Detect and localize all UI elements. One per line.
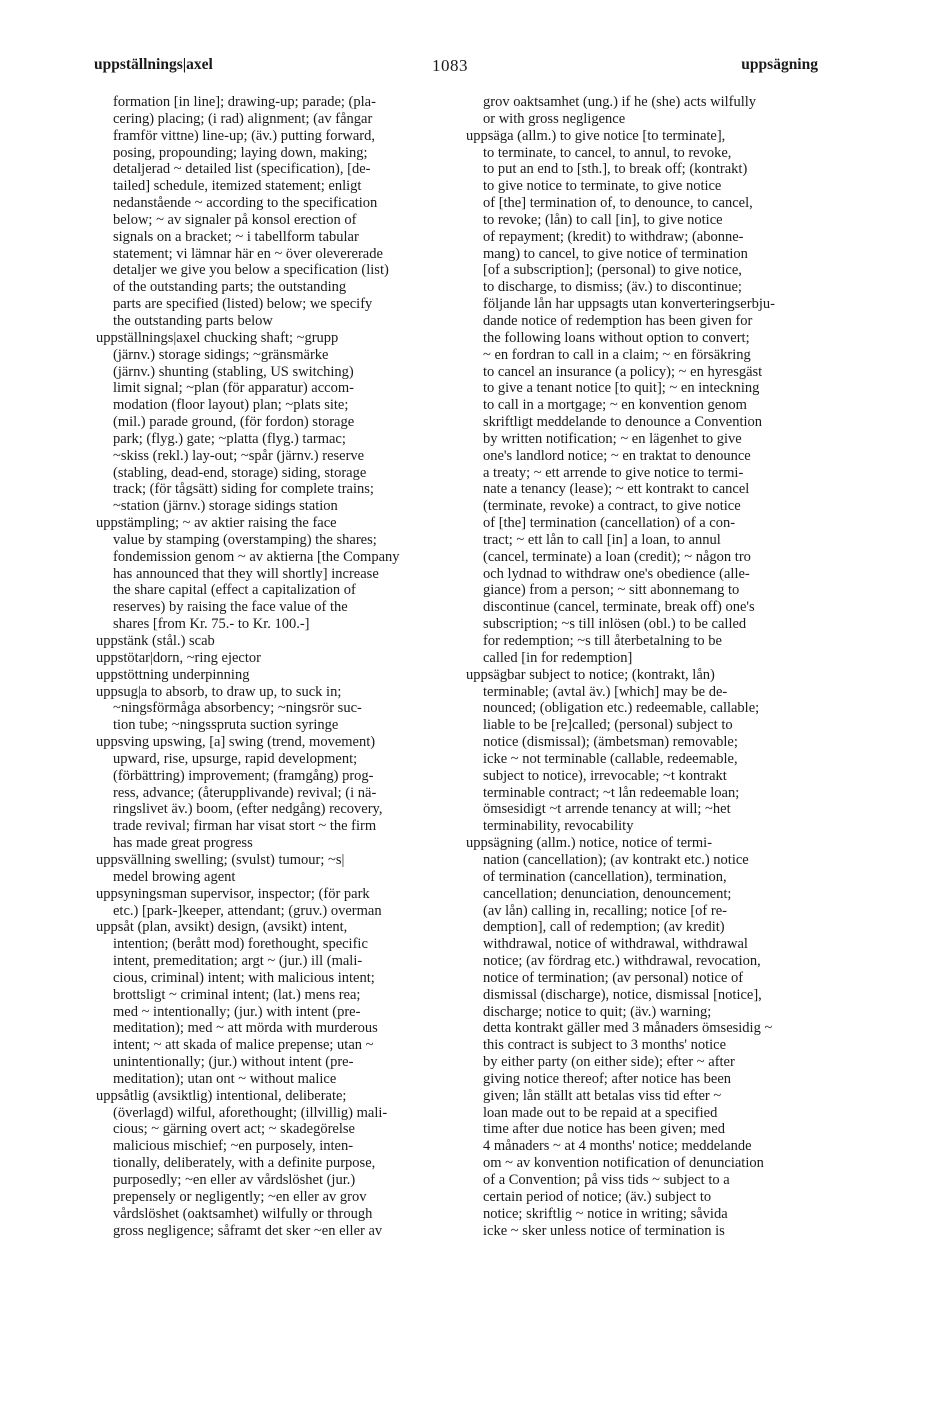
entry-line: (stabling, dead-end, storage) siding, storage xyxy=(113,464,367,481)
entry-line: prepensely or negligently; ~en eller av grov xyxy=(113,1188,367,1205)
entry-line: cious, criminal) intent; with malicious intent; xyxy=(113,969,375,986)
entry-line: this contract is subject to 3 months' notice xyxy=(483,1037,727,1054)
entry-line: to revoke; (lån) to call [in], to give notice xyxy=(483,211,723,228)
entry-line: discontinue (cancel, terminate, break off) one's xyxy=(483,599,755,616)
entry-line: by written notification; ~ en lägenhet to give xyxy=(483,430,742,447)
page-number: 1083 xyxy=(432,56,468,75)
entry-line: tion tube; ~ningsspruta suction syringe xyxy=(113,717,339,734)
entry-line: formation [in line]; drawing-up; parade; (pla- xyxy=(113,94,376,110)
entry-line: by either party (on either side); efter ~ after xyxy=(483,1054,735,1071)
entry-line: the outstanding parts below xyxy=(113,312,273,329)
entry-line: to give a tenant notice [to quit]; ~ en inteckning xyxy=(483,380,760,397)
entry-line: ress, advance; (återupplivande) revival; (i nä- xyxy=(113,784,377,801)
entry-line: gross negligence; såframt det sker ~en eller av xyxy=(113,1222,383,1239)
entry-line: notice; (av fördrag etc.) withdrawal, revocation, xyxy=(483,953,761,970)
entry-line: value by stamping (overstamping) the shares; xyxy=(113,531,377,548)
entry-line: icke ~ not terminable (callable, redeemable, xyxy=(483,750,738,767)
entry-line: (förbättring) improvement; (framgång) prog- xyxy=(113,767,374,784)
entry-line: giance) from a person; ~ sitt abonnemang to xyxy=(483,582,740,599)
entry-line: of the outstanding parts; the outstanding xyxy=(113,279,347,296)
entry-line: nedanstående ~ according to the specification xyxy=(113,195,378,212)
entry-line: icke ~ sker unless notice of termination is xyxy=(483,1222,725,1239)
entry-line: ringslivet äv.) boom, (efter nedgång) recovery, xyxy=(113,801,383,818)
entry-line: of [the] termination of, to denounce, to cancel, xyxy=(483,195,753,212)
entry-line: (mil.) parade ground, (för fordon) storage xyxy=(113,414,355,431)
entry-line: intent; ~ att skada of malice prepense; utan ~ xyxy=(113,1037,374,1054)
entry-line: grov oaktsamhet (ung.) if he (she) acts wilfully xyxy=(483,94,757,110)
entry-line: has made great progress xyxy=(113,835,253,852)
entry-line: called [in for redemption] xyxy=(483,649,633,666)
entry-line: meditation); med ~ att mörda with murderous xyxy=(113,1020,378,1037)
entry-line: uppstöttning underpinning xyxy=(96,666,250,683)
entry-line: terminable contract; ~t lån redeemable loan; xyxy=(483,784,740,801)
entry-line: uppsägbar subject to notice; (kontrakt, lån) xyxy=(466,666,715,683)
entry-line: uppstämpling; ~ av aktier raising the face xyxy=(96,515,337,532)
entry-line: ~station (järnv.) storage sidings station xyxy=(113,498,338,515)
entry-line: skriftligt meddelande to denounce a Convention xyxy=(483,414,763,431)
entry-line: mang) to cancel, to give notice of termination xyxy=(483,245,748,262)
entry-line: trade revival; firman har visat stort ~ the firm xyxy=(113,818,377,835)
entry-line: uppställnings|axel chucking shaft; ~grupp xyxy=(96,329,339,346)
entry-line: följande lån har uppsagts utan konverteringserbju- xyxy=(483,296,775,313)
entry-line: of termination (cancellation), termination, xyxy=(483,868,727,885)
entry-line: liable to be [re]called; (personal) subject to xyxy=(483,717,733,734)
entry-line: to call in a mortgage; ~ en konvention genom xyxy=(483,397,747,414)
entry-line: med ~ intentionally; (jur.) with intent (pre- xyxy=(113,1003,361,1020)
entry-line: to put an end to [sth.], to break off; (kontrakt) xyxy=(483,161,748,178)
entry-line: signals on a bracket; ~ i tabellform tabular xyxy=(113,228,359,245)
entry-line: shares [from Kr. 75.- to Kr. 100.-] xyxy=(113,616,310,633)
entry-line: uppsvällning swelling; (svulst) tumour; ~s| xyxy=(96,851,345,868)
entry-line: statement; vi lämnar här en ~ över olevererade xyxy=(113,245,383,262)
entry-line: modation (floor layout) plan; ~plats site; xyxy=(113,397,349,414)
entry-line: cancellation; denunciation, denouncement; xyxy=(483,885,732,902)
entry-line: vårdslöshet (oaktsamhet) wilfully or through xyxy=(113,1205,373,1222)
entry-line: tract; ~ ett lån to call [in] a loan, to annul xyxy=(483,531,721,548)
entry-line: track; (för tågsätt) siding for complete trains; xyxy=(113,481,374,498)
entry-line: (cancel, terminate) a loan (credit); ~ någon tro xyxy=(483,548,751,565)
entry-line: of a Convention; på viss tids ~ subject to a xyxy=(483,1172,730,1188)
right-column xyxy=(466,94,831,1239)
entry-line: to cancel an insurance (a policy); ~ en hyresgäst xyxy=(483,363,763,380)
entry-line: nounced; (obligation etc.) redeemable, callable; xyxy=(483,700,760,717)
entry-line: etc.) [park-]keeper, attendant; (gruv.) overman xyxy=(113,902,382,919)
entry-line: discharge; notice to quit; (äv.) warning; xyxy=(483,1003,712,1020)
entry-line: terminability, revocability xyxy=(483,818,634,835)
entry-line: detaljer we give you below a specification (list) xyxy=(113,262,389,279)
entry-line: one's landlord notice; ~ en traktat to denounce xyxy=(483,447,751,464)
entry-line: uppsåt (plan, avsikt) design, (avsikt) intent, xyxy=(96,919,348,936)
entry-line: nate a tenancy (lease); ~ ett kontrakt to cancel xyxy=(483,481,750,498)
entry-line: [of a subscription]; (personal) to give notice, xyxy=(483,262,742,279)
entry-line: posing, propounding; laying down, making; xyxy=(113,144,368,161)
entry-line: och lydnad to withdraw one's obedience (alle- xyxy=(483,565,750,582)
entry-line: fondemission genom ~ av aktierna [the Company xyxy=(113,548,400,565)
entry-line: brottsligt ~ criminal intent; (lat.) mens rea; xyxy=(113,986,361,1003)
entry-line: the share capital (effect a capitalization of xyxy=(113,582,356,599)
entry-line: ~ningsförmåga absorbency; ~ningsrör suc- xyxy=(113,700,362,717)
left-column xyxy=(96,94,461,1239)
left-guide-word: uppställnings|axel xyxy=(94,56,213,73)
entry-line: notice of termination; (av personal) notice of xyxy=(483,969,744,986)
entry-line: below; ~ av signaler på konsol erection of xyxy=(113,211,357,228)
entry-line: intent, premeditation; argt ~ (jur.) ill (mali- xyxy=(113,953,363,970)
entry-line: detaljerad ~ detailed list (specification), [de- xyxy=(113,161,371,178)
entry-line: detta kontrakt gäller med 3 månaders ömsesidig ~ xyxy=(483,1020,773,1037)
entry-line: of repayment; (kredit) to withdraw; (abonne- xyxy=(483,228,744,245)
entry-line: (överlagd) wilful, aforethought; (illvillig) mali- xyxy=(113,1104,388,1121)
entry-line: of [the] termination (cancellation) of a con- xyxy=(483,515,736,532)
right-guide-word: uppsägning xyxy=(741,56,818,73)
entry-line: dande notice of redemption has been given for xyxy=(483,312,753,329)
entry-line: to discharge, to dismiss; (äv.) to discontinue; xyxy=(483,279,742,296)
entry-line: uppsyningsman supervisor, inspector; (för park xyxy=(96,885,370,902)
entry-line: medel browing agent xyxy=(113,868,236,885)
entry-line: to terminate, to cancel, to annul, to revoke, xyxy=(483,144,732,161)
entry-line: meditation); utan ont ~ without malice xyxy=(113,1070,337,1087)
entry-line: ~skiss (rekl.) lay-out; ~spår (järnv.) reserve xyxy=(113,447,365,464)
entry-line: ömsesidigt ~t arrende tenancy at will; ~het xyxy=(483,801,731,818)
entry-line: cering) placing; (i rad) alignment; (av fångar xyxy=(113,110,373,127)
entry-line: uppsägning (allm.) notice, notice of termi- xyxy=(466,835,713,852)
entry-line: given; lån ställt att betalas viss tid efter ~ xyxy=(483,1087,722,1104)
entry-line: purposedly; ~en eller av vårdslöshet (jur.) xyxy=(113,1172,356,1188)
entry-line: cious; ~ gärning overt act; ~ skadegörelse xyxy=(113,1121,355,1138)
entry-line: has announced that they will shortly] increase xyxy=(113,565,379,582)
entry-line: reserves) by raising the face value of the xyxy=(113,599,348,616)
entry-line: (av lån) calling in, recalling; notice [of re- xyxy=(483,902,727,919)
entry-line: om ~ av konvention notification of denunciation xyxy=(483,1155,764,1172)
entry-line: subscription; ~s till inlösen (obl.) to be called xyxy=(483,616,747,633)
entry-line: upward, rise, upsurge, rapid development; xyxy=(113,750,358,767)
entry-line: uppsäga (allm.) to give notice [to terminate], xyxy=(466,127,726,144)
entry-line: giving notice thereof; after notice has been xyxy=(483,1070,732,1087)
entry-line: tailed] schedule, itemized statement; enligt xyxy=(113,178,362,195)
entry-line: uppstötar|dorn, ~ring ejector xyxy=(96,649,261,666)
entry-line: unintentionally; (jur.) without intent (pre- xyxy=(113,1054,354,1071)
entry-line: malicious mischief; ~en purposely, inten- xyxy=(113,1138,354,1155)
entry-line: demption], call of redemption; (av kredit) xyxy=(483,919,725,936)
entry-line: limit signal; ~plan (för apparatur) accom- xyxy=(113,380,354,397)
entry-line: (järnv.) storage sidings; ~gränsmärke xyxy=(113,346,329,363)
entry-line: notice (dismissal); (ämbetsman) removable; xyxy=(483,734,738,751)
entry-line: framför vittne) line-up; (äv.) putting forward, xyxy=(113,127,375,144)
entry-line: or with gross negligence xyxy=(483,110,626,127)
entry-line: time after due notice has been given; med xyxy=(483,1121,725,1138)
entry-line: uppstänk (stål.) scab xyxy=(96,633,215,649)
entry-line: terminable; (avtal äv.) [which] may be de- xyxy=(483,683,728,700)
entry-line: to give notice to terminate, to give notice xyxy=(483,178,722,195)
entry-line: uppsug|a to absorb, to draw up, to suck in; xyxy=(96,683,342,700)
entry-line: uppsåtlig (avsiktlig) intentional, deliberate; xyxy=(96,1087,347,1104)
entry-line: dismissal (discharge), notice, dismissal [notice], xyxy=(483,986,762,1003)
entry-line: tionally, deliberately, with a definite purpose, xyxy=(113,1155,376,1172)
entry-line: nation (cancellation); (av kontrakt etc.) notice xyxy=(483,851,749,868)
entry-line: ~ en fordran to call in a claim; ~ en försäkring xyxy=(483,346,751,363)
entry-line: for redemption; ~s till återbetalning to be xyxy=(483,633,722,649)
entry-line: uppsving upswing, [a] swing (trend, movement) xyxy=(96,734,376,751)
entry-line: certain period of notice; (äv.) subject to xyxy=(483,1188,712,1205)
entry-line: (terminate, revoke) a contract, to give notice xyxy=(483,498,741,515)
entry-line: 4 månaders ~ at 4 months' notice; meddelande xyxy=(483,1138,752,1155)
entry-line: intention; (berått mod) forethought, specific xyxy=(113,936,368,953)
entry-line: withdrawal, notice of withdrawal, withdrawal xyxy=(483,936,748,953)
entry-line: (järnv.) shunting (stabling, US switching) xyxy=(113,363,354,380)
entry-line: notice; skriftlig ~ notice in writing; såvida xyxy=(483,1205,728,1222)
entry-line: a treaty; ~ ett arrende to give notice to termi- xyxy=(483,464,744,481)
entry-line: loan made out to be repaid at a specified xyxy=(483,1104,718,1121)
entry-line: subject to notice), irrevocable; ~t kontrakt xyxy=(483,767,727,784)
entry-line: the following loans without option to convert; xyxy=(483,329,750,346)
entry-line: parts are specified (listed) below; we specify xyxy=(113,296,373,313)
entry-line: park; (flyg.) gate; ~platta (flyg.) tarmac; xyxy=(113,430,346,447)
